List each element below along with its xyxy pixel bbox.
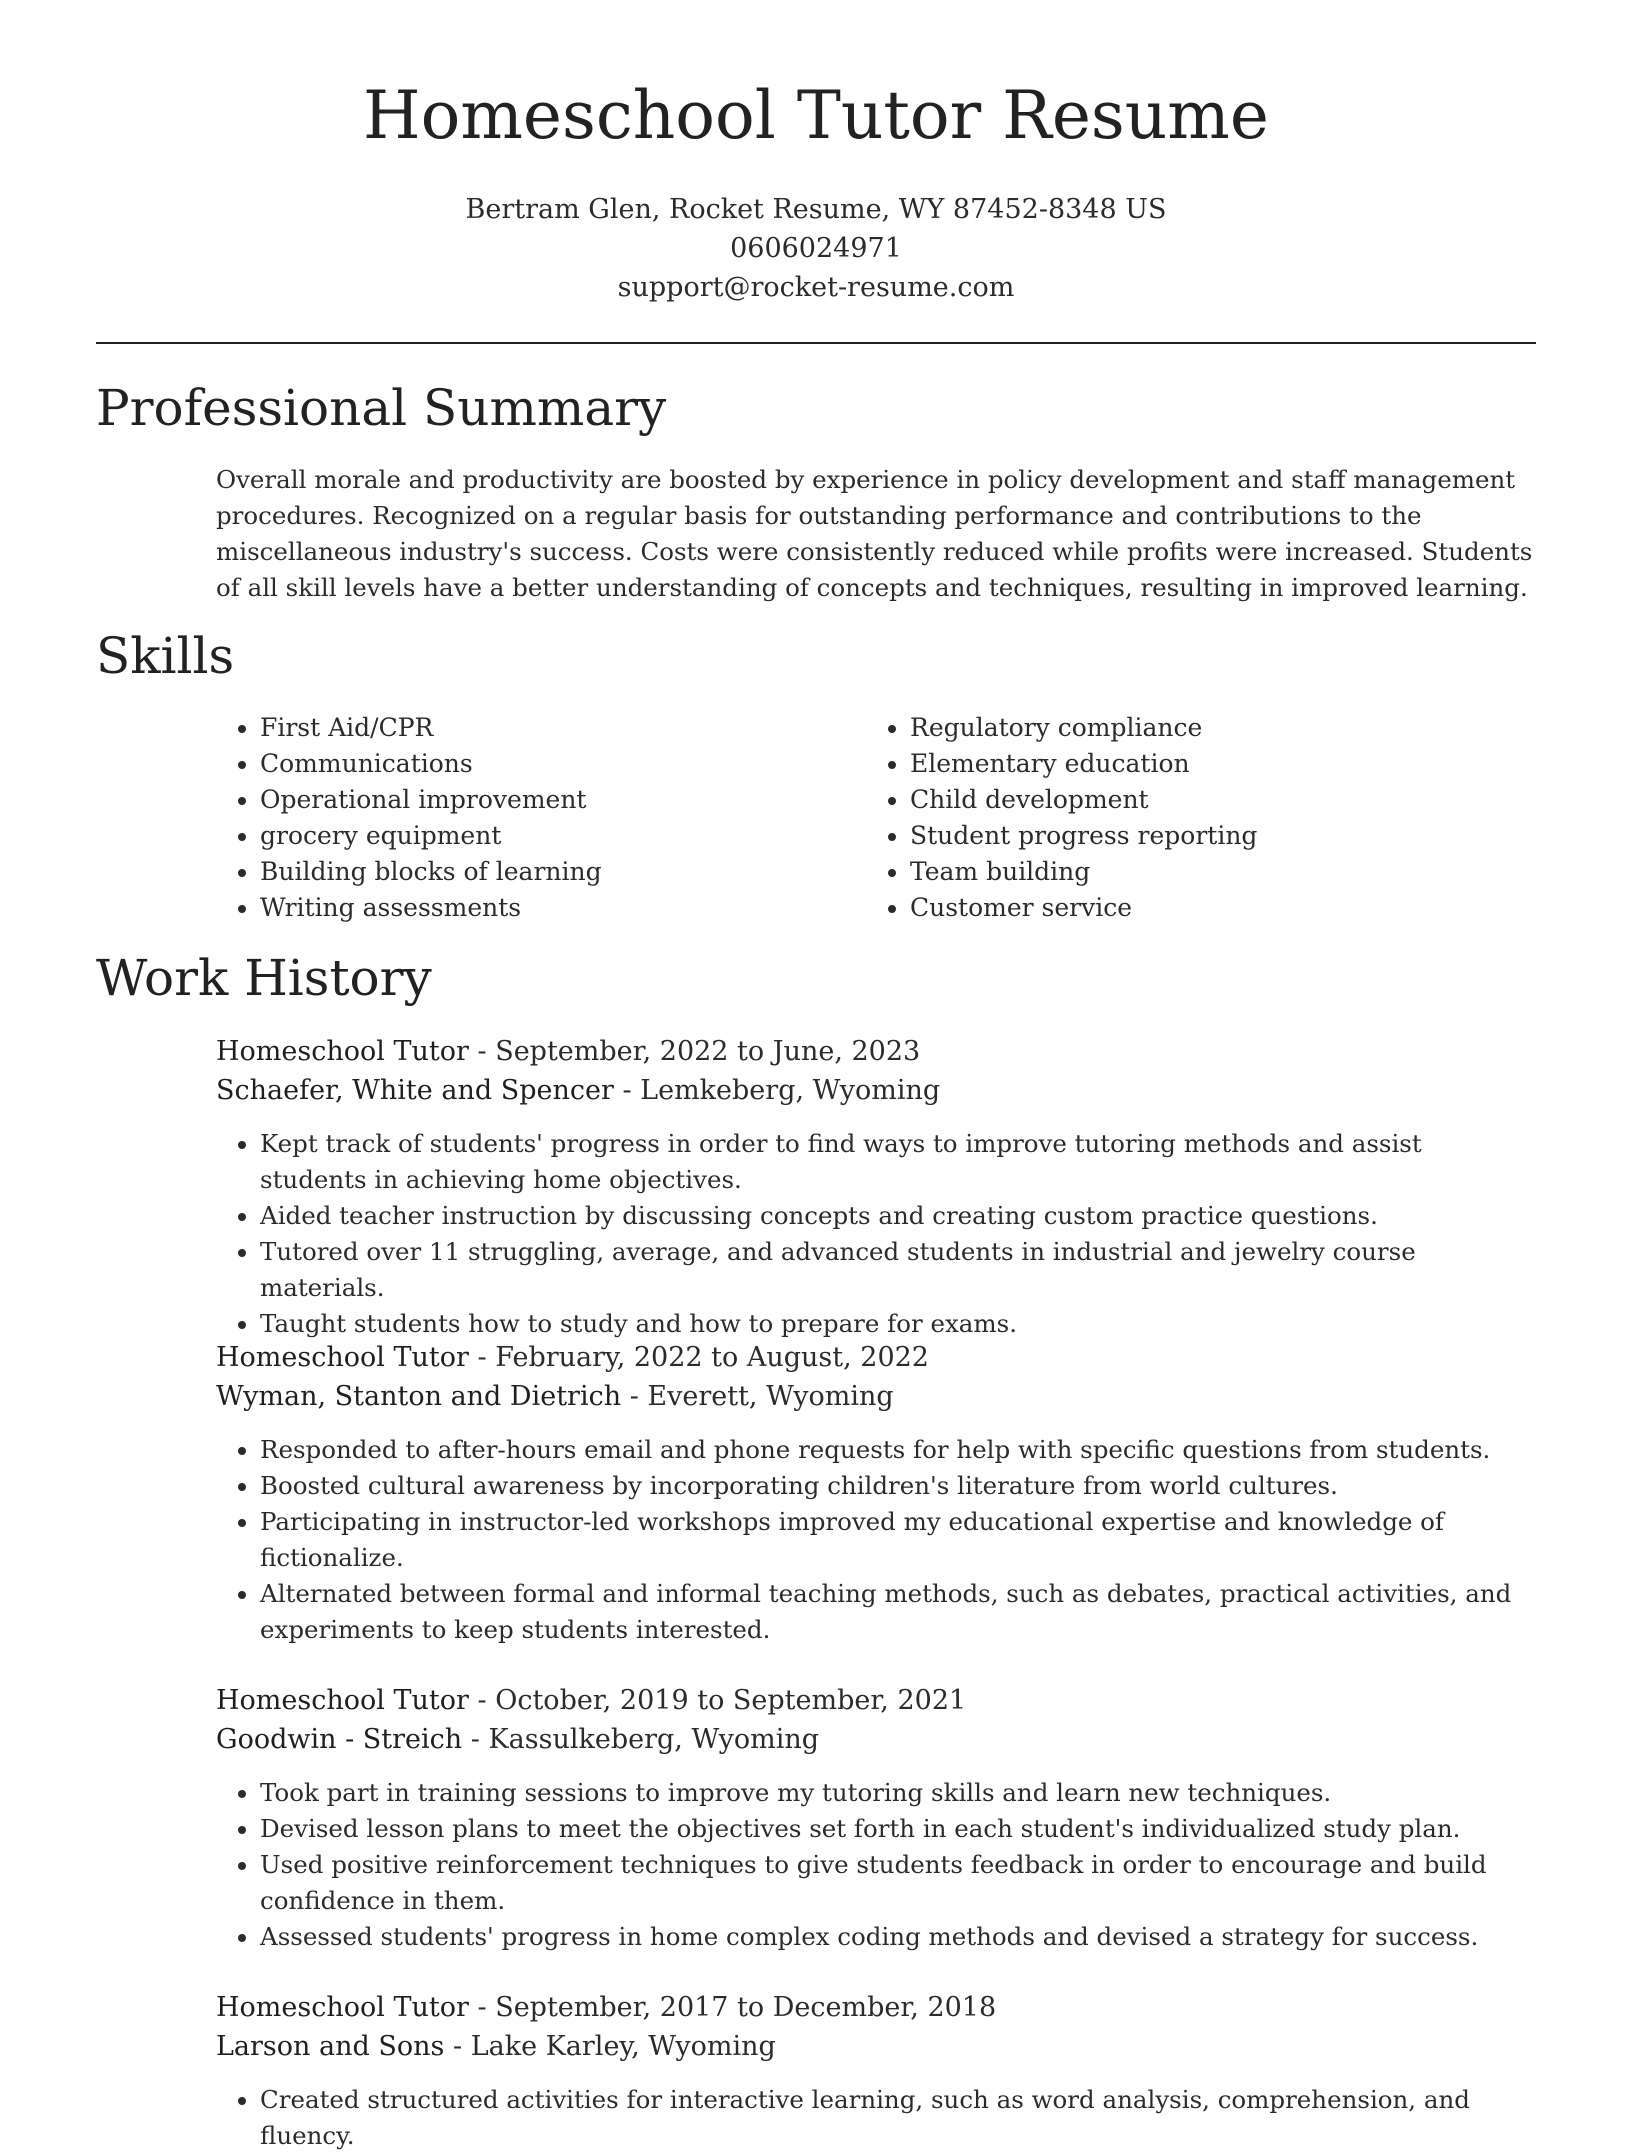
job-bullets	[216, 2082, 1536, 2154]
skill-item: • Operational improvement	[260, 782, 602, 818]
job-company: Wyman, Stanton and Dietrich	[216, 1381, 622, 1412]
job-location: Lemkeberg, Wyoming	[640, 1075, 941, 1106]
job-bullets	[216, 1432, 1536, 1648]
summary-heading: Professional Summary	[96, 379, 667, 437]
job-bullet: • Tutored over 11 struggling, average, and advanced students in industrial and jewelry course materials.	[260, 1234, 1536, 1306]
job-separator: -	[477, 1685, 496, 1716]
job-dates: October, 2019 to September, 2021	[495, 1685, 967, 1716]
job-bullet: • Kept track of students' progress in order to find ways to improve tutoring methods and assist students in achieving home objectives.	[260, 1126, 1536, 1198]
job-bullet: • Took part in training sessions to improve my tutoring skills and learn new techniques.	[260, 1775, 1536, 1811]
job-bullet: • Aided teacher instruction by discussing concepts and creating custom practice questions.	[260, 1198, 1536, 1234]
job-bullet: • Assessed students' progress in home complex coding methods and devised a strategy for success.	[260, 1919, 1536, 1955]
job-bullets	[216, 1126, 1536, 1342]
job-bullet: • Devised lesson plans to meet the objectives set forth in each student's individualized study plan.	[260, 1811, 1536, 1847]
skill-item: • First Aid/CPR	[260, 710, 602, 746]
contact-block	[0, 190, 1632, 307]
job-bullet: • Created structured activities for interactive learning, such as word analysis, comprehension, and fluency.	[260, 2082, 1536, 2154]
job-company: Larson and Sons	[216, 2031, 445, 2062]
work-history-heading: Work History	[96, 949, 432, 1007]
header-divider	[96, 342, 1536, 344]
skill-item: • Writing assessments	[260, 890, 602, 926]
contact-address: Bertram Glen, Rocket Resume, WY 87452-8348 US	[465, 194, 1167, 225]
job-title: Homeschool Tutor	[216, 1342, 469, 1373]
job-separator: -	[622, 1075, 641, 1106]
job-location: Kassulkeberg, Wyoming	[488, 1724, 820, 1755]
skills-list-left	[216, 710, 602, 926]
job-title: Homeschool Tutor	[216, 1036, 469, 1067]
job-company: Goodwin - Streich	[216, 1724, 463, 1755]
job-separator: -	[477, 1342, 496, 1373]
skill-item: • Building blocks of learning	[260, 854, 602, 890]
job-title-line	[216, 1988, 1536, 2027]
job-company: Schaefer, White and Spencer	[216, 1075, 614, 1106]
job-company-line	[216, 1071, 1536, 1110]
job-title: Homeschool Tutor	[216, 1685, 469, 1716]
skill-item: • Elementary education	[910, 746, 1257, 782]
skill-item: • Customer service	[910, 890, 1257, 926]
job-title: Homeschool Tutor	[216, 1992, 469, 2023]
job-separator: -	[629, 1381, 648, 1412]
job-separator: -	[477, 1992, 496, 2023]
skill-item: • Team building	[910, 854, 1257, 890]
job-dates: September, 2022 to June, 2023	[495, 1036, 921, 1067]
job-title-line	[216, 1338, 1536, 1377]
job-company-line	[216, 2027, 1536, 2066]
job-title-line	[216, 1681, 1536, 1720]
job-bullet: • Taught students how to study and how to prepare for exams.	[260, 1306, 1536, 1342]
resume-title: Homeschool Tutor Resume	[363, 77, 1269, 154]
job-separator: -	[477, 1036, 496, 1067]
job-entry	[216, 1032, 1536, 1342]
job-location: Everett, Wyoming	[647, 1381, 894, 1412]
skill-item: • Communications	[260, 746, 602, 782]
job-title-line	[216, 1032, 1536, 1071]
job-separator: -	[470, 1724, 489, 1755]
job-dates: September, 2017 to December, 2018	[495, 1992, 997, 2023]
skills-list-right	[866, 710, 1257, 926]
job-location: Lake Karley, Wyoming	[470, 2031, 776, 2062]
job-bullet: • Responded to after-hours email and phone requests for help with specific questions from students.	[260, 1432, 1536, 1468]
job-dates: February, 2022 to August, 2022	[495, 1342, 929, 1373]
skill-item: • grocery equipment	[260, 818, 602, 854]
job-company-line	[216, 1377, 1536, 1416]
job-entry	[216, 1988, 1536, 2154]
summary-text: Overall morale and productivity are boosted by experience in policy development and staff management procedures. Recognized on a regular basis for outstanding performance and contributions to the miscellaneous industry's success. Costs were consistently reduced while profits were increased. Students of all skill levels have a better understanding of concepts and techniques, resulting in improved learning.	[216, 465, 1533, 602]
skill-item: • Child development	[910, 782, 1257, 818]
skill-item: • Student progress reporting	[910, 818, 1257, 854]
job-bullet: • Used positive reinforcement techniques to give students feedback in order to encourage and build confidence in them.	[260, 1847, 1536, 1919]
job-separator: -	[452, 2031, 471, 2062]
job-bullet: • Boosted cultural awareness by incorporating children's literature from world cultures.	[260, 1468, 1536, 1504]
job-entry	[216, 1338, 1536, 1648]
contact-email: support@rocket-resume.com	[617, 272, 1015, 303]
job-bullet: • Alternated between formal and informal teaching methods, such as debates, practical activities, and experiments to keep students interested.	[260, 1576, 1536, 1648]
job-bullet: • Participating in instructor-led workshops improved my educational expertise and knowledge of fictionalize.	[260, 1504, 1536, 1576]
job-entry	[216, 1681, 1536, 1955]
job-bullets	[216, 1775, 1536, 1955]
skills-heading: Skills	[96, 627, 235, 685]
skill-item: • Regulatory compliance	[910, 710, 1257, 746]
contact-phone: 0606024971	[730, 233, 902, 264]
job-company-line	[216, 1720, 1536, 1759]
